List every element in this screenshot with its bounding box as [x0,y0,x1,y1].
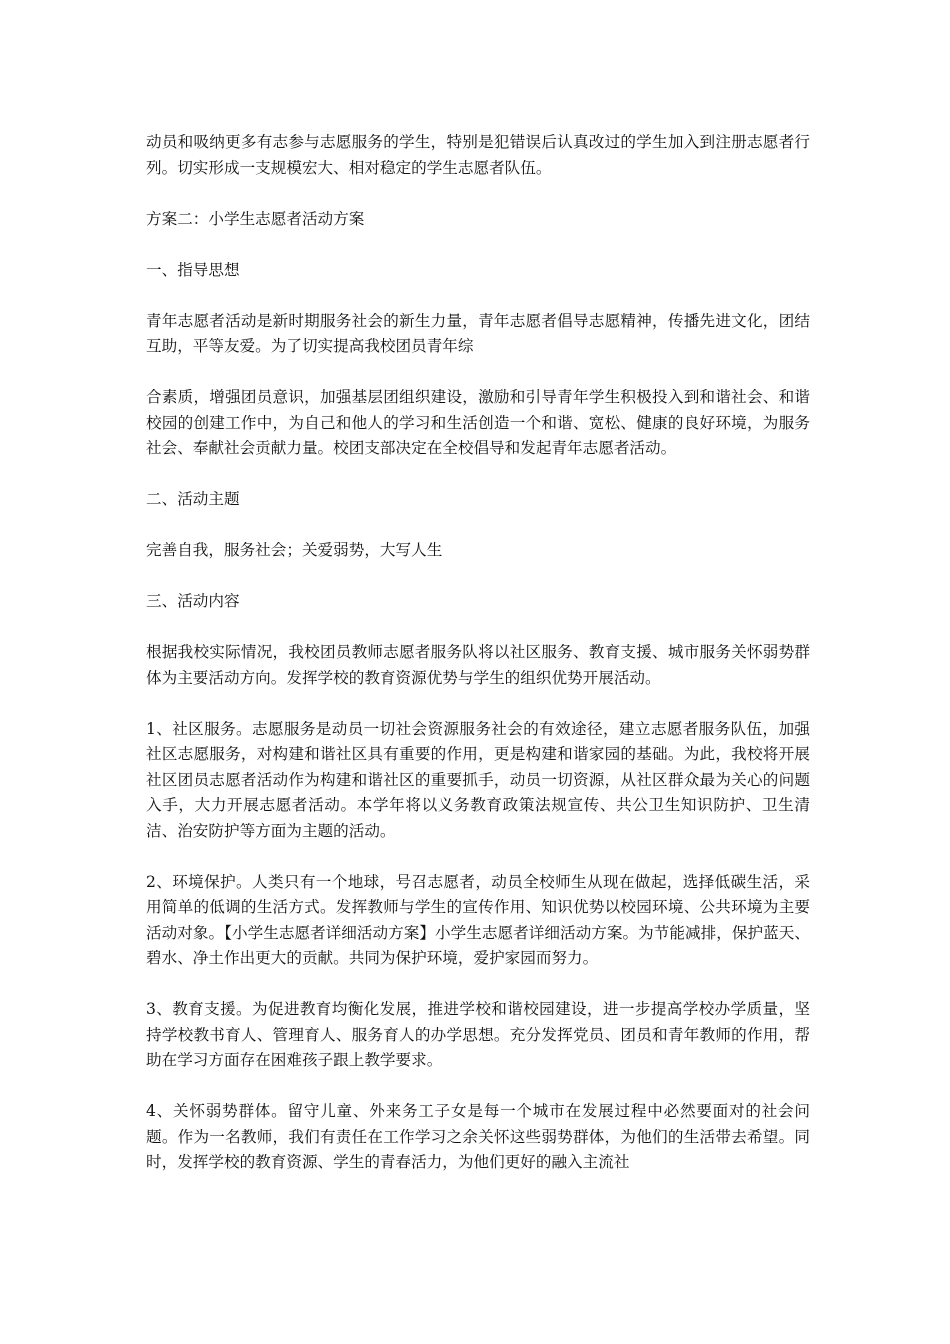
section-heading-content: 三、活动内容 [146,592,240,610]
paragraph-content-intro: 根据我校实际情况，我校团员教师志愿者服务队将以社区服务、教育支援、城市服务关怀弱势群体为主要活动方向。发挥学校的教育资源优势与学生的组织优势开展活动。 [146,643,810,687]
paragraph-guiding-thought-2: 合素质，增强团员意识，加强基层团组织建设，激励和引导青年学生积极投入到和谐社会、和谐校园的创建工作中，为自己和他人的学习和生活创造一个和谐、宽松、健康的良好环境，为服务社会、奉献社会贡献力量。校团支部决定在全校倡导和发起青年志愿者活动。 [146,388,810,457]
document-body [146,130,810,1201]
paragraph-education-support: 3、教育支援。为促进教育均衡化发展，推进学校和谐校园建设，进一步提高学校办学质量，坚持学校教书育人、管理育人、服务育人的办学思想。充分发挥党员、团员和青年教师的作用，帮助在学习方面存在困难孩子跟上教学要求。 [146,1000,810,1069]
paragraph-environmental-protection: 2、环境保护。人类只有一个地球，号召志愿者，动员全校师生从现在做起，选择低碳生活，采用简单的低调的生活方式。发挥教师与学生的宣传作用、知识优势以校园环境、公共环境为主要活动对象。【小学生志愿者详细活动方案】小学生志愿者详细活动方案。为节能减排，保护蓝天、碧水、净土作出更大的贡献。共同为保护环境，爱护家园而努力。 [146,872,810,967]
paragraph-guiding-thought-1: 青年志愿者活动是新时期服务社会的新生力量，青年志愿者倡导志愿精神，传播先进文化，团结互助，平等友爱。为了切实提高我校团员青年综 [146,311,810,355]
plan-two-title: 方案二：小学生志愿者活动方案 [146,209,365,228]
paragraph-intro: 动员和吸纳更多有志参与志愿服务的学生，特别是犯错误后认真改过的学生加入到注册志愿者行列。切实形成一支规模宏大、相对稳定的学生志愿者队伍。 [146,133,810,177]
section-heading-guiding-thought: 一、指导思想 [146,260,240,279]
section-heading-theme: 二、活动主题 [146,490,240,508]
paragraph-community-service: 1、社区服务。志愿服务是动员一切社会资源服务社会的有效途径，建立志愿者服务队伍，加强社区志愿服务，对构建和谐社区具有重要的作用，更是构建和谐家园的基础。为此，我校将开展社区团员志愿者活动作为构建和谐社区的重要抓手，动员一切资源，从社区群众最为关心的问题入手，大力开展志愿者活动。本学年将以义务教育政策法规宣传、共公卫生知识防护、卫生清洁、治安防护等方面为主题的活动。 [146,719,810,840]
paragraph-care-vulnerable-groups: 4、关怀弱势群体。留守儿童、外来务工子女是每一个城市在发展过程中必然要面对的社会问题。作为一名教师，我们有责任在工作学习之余关怀这些弱势群体，为他们的生活带去希望。同时，发挥学校的教育资源、学生的青春活力，为他们更好的融入主流社 [146,1102,810,1171]
paragraph-theme: 完善自我，服务社会；关爱弱势，大写人生 [146,541,443,559]
